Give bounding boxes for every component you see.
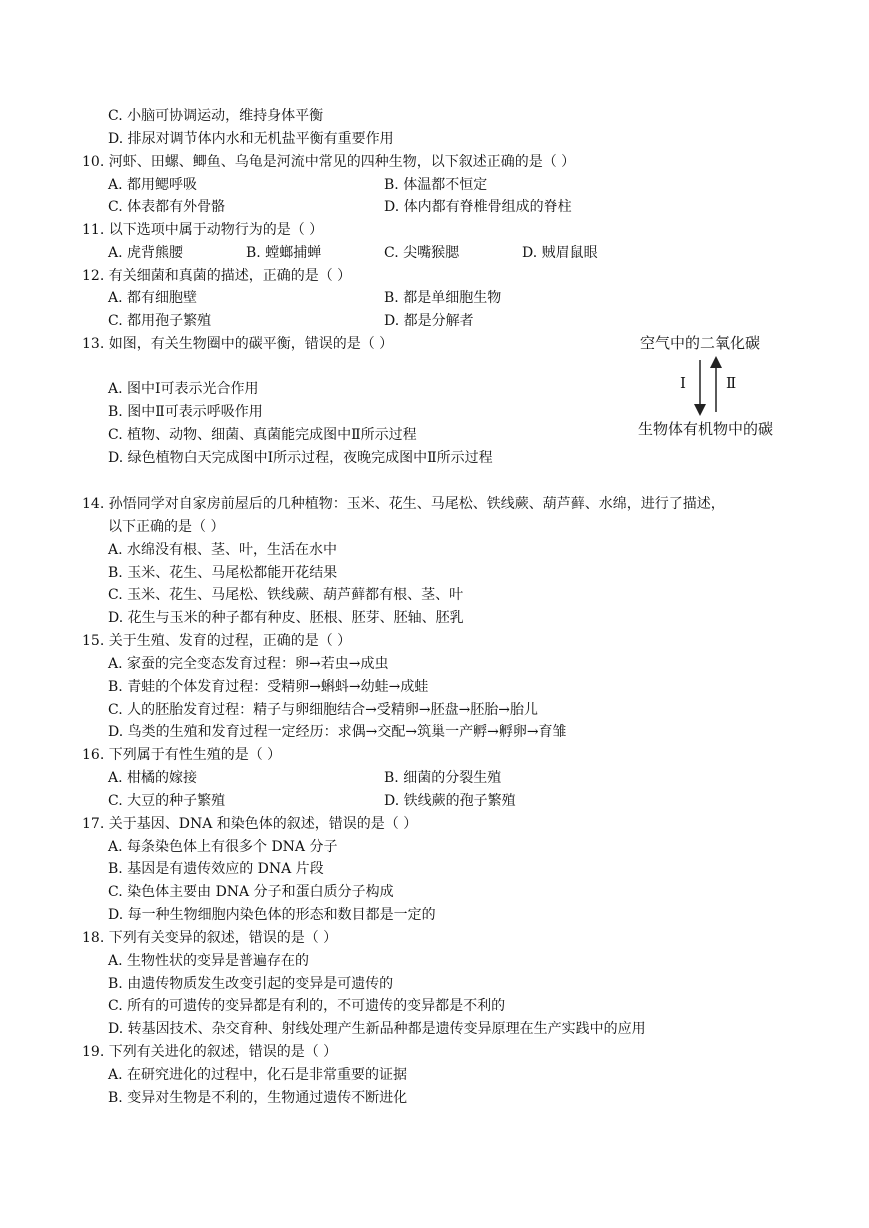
- q16-option-a: A. 柑橘的嫁接: [108, 770, 198, 786]
- q19-stem: 19. 下列有关进化的叙述，错误的是（ ）: [82, 1044, 338, 1060]
- q9-option-c: C. 小脑可协调运动，维持身体平衡: [108, 108, 324, 124]
- q12-option-c: C. 都用孢子繁殖: [108, 313, 212, 329]
- diagram-top-label: 空气中的二氧化碳: [640, 334, 761, 352]
- q15-option-d: D. 鸟类的生殖和发育过程一定经历：求偶→交配→筑巢一产孵→孵卵→育雏: [108, 724, 567, 740]
- diagram-arrow-ii-label: Ⅱ: [726, 374, 737, 392]
- q18-stem: 18. 下列有关变异的叙述，错误的是（ ）: [82, 930, 338, 946]
- q12-option-b: B. 都是单细胞生物: [384, 290, 502, 306]
- q17-option-b: B. 基因是有遗传效应的 DNA 片段: [108, 861, 324, 877]
- q11-option-b: B. 螳螂捕蝉: [246, 245, 322, 261]
- q10-option-a: A. 都用鳃呼吸: [108, 177, 198, 193]
- q14-option-c: C. 玉米、花生、马尾松、铁线蕨、葫芦藓都有根、茎、叶: [108, 587, 464, 603]
- q14-option-a: A. 水绵没有根、茎、叶，生活在水中: [108, 542, 338, 558]
- q18-option-d: D. 转基因技术、杂交育种、射线处理产生新品种都是遗传变异原理在生产实践中的应用: [108, 1021, 646, 1037]
- q11-option-a: A. 虎背熊腰: [108, 245, 184, 261]
- q11-stem: 11. 以下选项中属于动物行为的是（ ）: [82, 222, 324, 238]
- q16-option-b: B. 细菌的分裂生殖: [384, 770, 502, 786]
- q15-option-c: C. 人的胚胎发育过程：精子与卵细胞结合→受精卵→胚盘→胚胎→胎儿: [108, 702, 539, 718]
- q17-option-c: C. 染色体主要由 DNA 分子和蛋白质分子构成: [108, 884, 394, 900]
- q13-stem: 13. 如图，有关生物圈中的碳平衡，错误的是（ ）: [82, 336, 394, 352]
- q15-option-a: A. 家蚕的完全变态发育过程：卵→若虫→成虫: [108, 656, 389, 672]
- q19-option-a: A. 在研究进化的过程中，化石是非常重要的证据: [108, 1067, 408, 1083]
- q11-option-d: D. 贼眉鼠眼: [522, 245, 598, 261]
- q12-stem: 12. 有关细菌和真菌的描述，正确的是（ ）: [82, 268, 352, 284]
- q13-option-b: B. 图中Ⅱ可表示呼吸作用: [108, 404, 263, 420]
- q13-option-d: D. 绿色植物白天完成图中Ⅰ所示过程，夜晚完成图中Ⅱ所示过程: [108, 450, 493, 466]
- q12-option-a: A. 都有细胞壁: [108, 290, 198, 306]
- q10-option-b: B. 体温都不恒定: [384, 177, 488, 193]
- q10-option-c: C. 体表都有外骨骼: [108, 199, 226, 215]
- q17-option-d: D. 每一种生物细胞内染色体的形态和数目都是一定的: [108, 907, 436, 923]
- q18-option-c: C. 所有的可遗传的变异都是有利的，不可遗传的变异都是不利的: [108, 998, 506, 1014]
- q11-option-c: C. 尖嘴猴腮: [384, 245, 460, 261]
- q15-option-b: B. 青蛙的个体发育过程：受精卵→蝌蚪→幼蛙→成蛙: [108, 679, 429, 695]
- q14-stem-line1: 14. 孙悟同学对自家房前屋后的几种植物：玉米、花生、马尾松、铁线蕨、葫芦藓、水绵，进行了描述，: [82, 496, 725, 512]
- q18-option-b: B. 由遗传物质发生改变引起的变异是可遗传的: [108, 976, 394, 992]
- q14-option-b: B. 玉米、花生、马尾松都能开花结果: [108, 565, 338, 581]
- q14-stem-line2: 以下正确的是（ ）: [108, 519, 225, 535]
- q10-option-d: D. 体内都有脊椎骨组成的脊柱: [384, 199, 572, 215]
- q15-stem: 15. 关于生殖、发育的过程，正确的是（ ）: [82, 633, 352, 649]
- q19-option-b: B. 变异对生物是不利的，生物通过遗传不断进化: [108, 1090, 408, 1106]
- diagram-bottom-label: 生物体有机物中的碳: [638, 420, 774, 438]
- carbon-cycle-diagram: [630, 330, 800, 442]
- q16-option-c: C. 大豆的种子繁殖: [108, 793, 226, 809]
- q13-option-a: A. 图中Ⅰ可表示光合作用: [108, 381, 259, 397]
- q10-stem: 10. 河虾、田螺、鲫鱼、乌龟是河流中常见的四种生物，以下叙述正确的是（ ）: [82, 154, 576, 170]
- q14-option-d: D. 花生与玉米的种子都有种皮、胚根、胚芽、胚轴、胚乳: [108, 610, 464, 626]
- q9-option-d: D. 排尿对调节体内水和无机盐平衡有重要作用: [108, 131, 394, 147]
- q16-stem: 16. 下列属于有性生殖的是（ ）: [82, 747, 282, 763]
- q16-option-d: D. 铁线蕨的孢子繁殖: [384, 793, 516, 809]
- q17-option-a: A. 每条染色体上有很多个 DNA 分子: [108, 839, 338, 855]
- q12-option-d: D. 都是分解者: [384, 313, 474, 329]
- q18-option-a: A. 生物性状的变异是普遍存在的: [108, 953, 310, 969]
- diagram-arrow-i-label: Ⅰ: [680, 374, 686, 392]
- q13-option-c: C. 植物、动物、细菌、真菌能完成图中Ⅱ所示过程: [108, 427, 417, 443]
- q17-stem: 17. 关于基因、DNA 和染色体的叙述，错误的是（ ）: [82, 816, 418, 832]
